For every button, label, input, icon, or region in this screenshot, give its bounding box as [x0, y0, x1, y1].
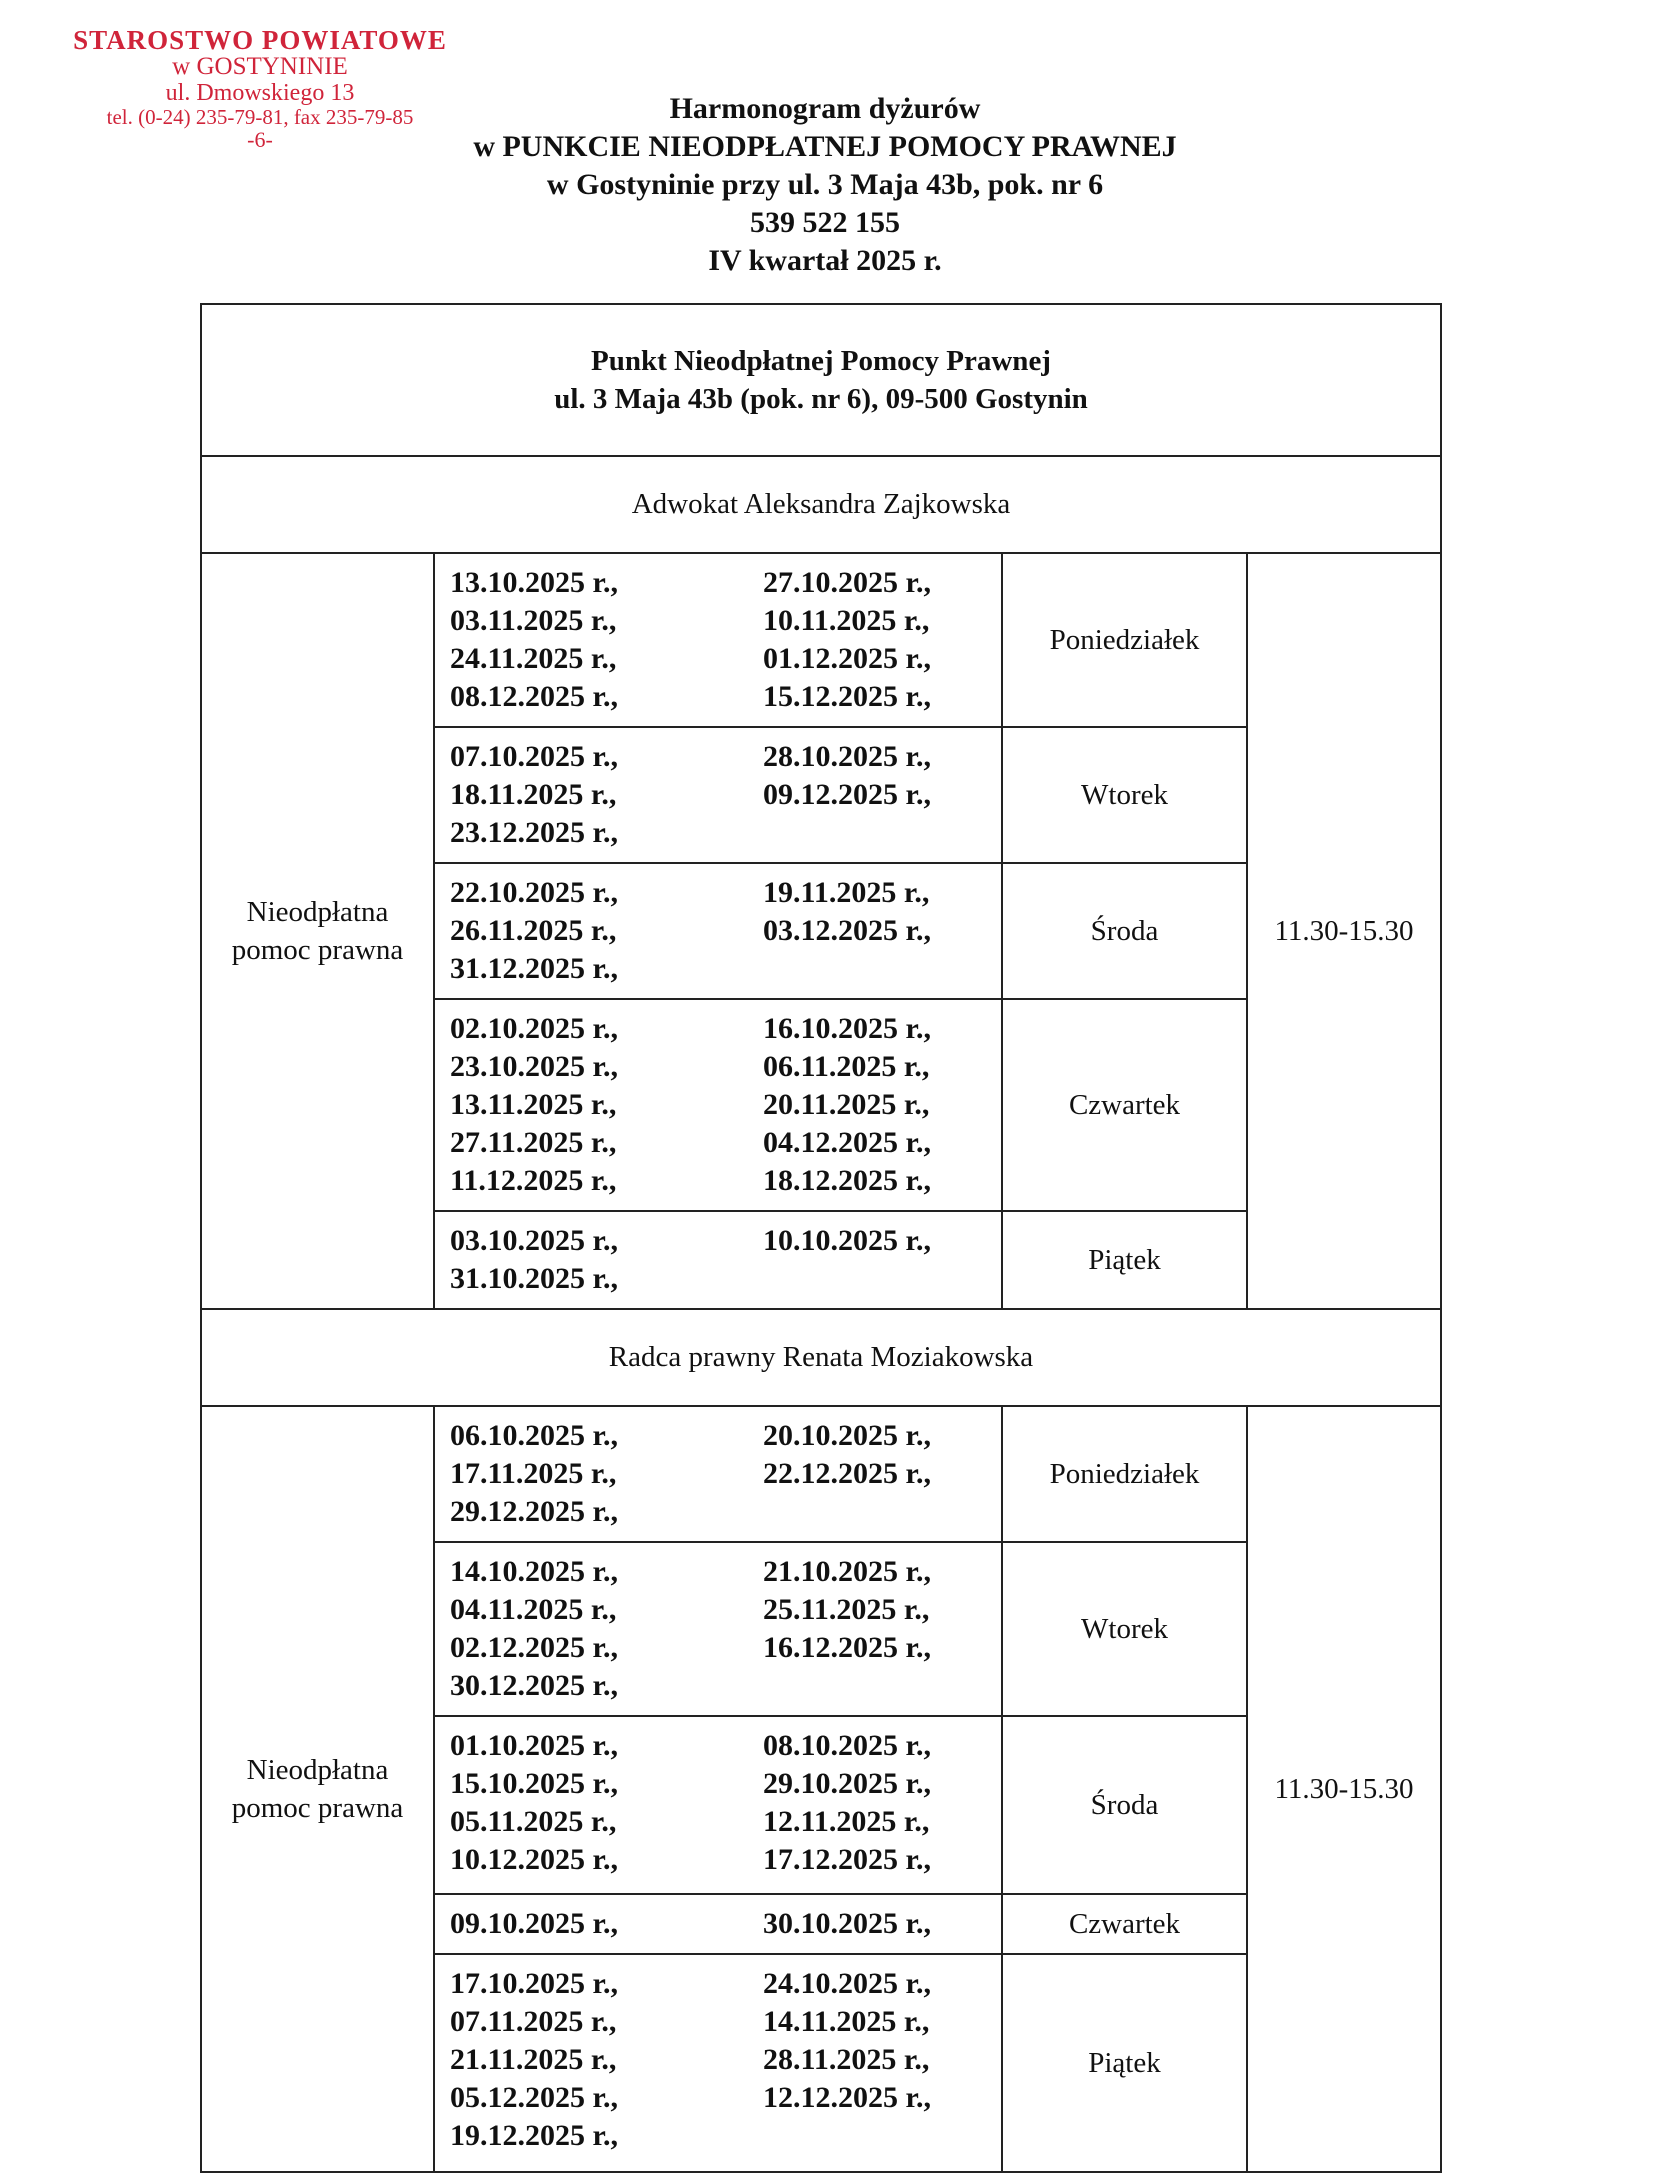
duty-date: 07.11.2025 r.,	[450, 2005, 617, 2038]
duty-date: 24.10.2025 r.,	[763, 1967, 932, 2000]
heading-quarter: IV kwartał 2025 r.	[708, 244, 942, 277]
point-name: Punkt Nieodpłatnej Pomocy Prawnej	[591, 345, 1051, 377]
duty-date: 23.12.2025 r.,	[450, 816, 619, 849]
duty-date: 29.10.2025 r.,	[763, 1767, 932, 1800]
duty-date: 28.10.2025 r.,	[763, 740, 932, 773]
duty-date: 22.12.2025 r.,	[763, 1457, 932, 1490]
duty-date: 18.11.2025 r.,	[450, 778, 617, 811]
dates-cell	[434, 1211, 1002, 1309]
point-address: ul. 3 Maja 43b (pok. nr 6), 09-500 Gostynin	[554, 383, 1088, 415]
heading-title: Harmonogram dyżurów	[669, 92, 981, 125]
stamp-line: ul. Dmowskiego 13	[165, 79, 355, 106]
dates-cell	[434, 727, 1002, 863]
duty-date: 10.11.2025 r.,	[763, 604, 930, 637]
duty-date: 27.10.2025 r.,	[763, 566, 932, 599]
duty-date: 31.12.2025 r.,	[450, 952, 619, 985]
duty-date: 30.10.2025 r.,	[763, 1907, 932, 1940]
duty-date: 20.11.2025 r.,	[763, 1088, 930, 1121]
duty-date: 01.10.2025 r.,	[450, 1729, 619, 1762]
duty-date: 16.10.2025 r.,	[763, 1012, 932, 1045]
lawyer-name: Adwokat Aleksandra Zajkowska	[201, 456, 1441, 553]
duty-date: 25.11.2025 r.,	[763, 1593, 930, 1626]
duty-date: 15.12.2025 r.,	[763, 680, 932, 713]
duty-date: 27.11.2025 r.,	[450, 1126, 617, 1159]
duty-date: 04.12.2025 r.,	[763, 1126, 932, 1159]
duty-date: 03.10.2025 r.,	[450, 1224, 619, 1257]
weekday: Wtorek	[1002, 727, 1247, 863]
duty-date: 06.10.2025 r.,	[450, 1419, 619, 1452]
weekday: Czwartek	[1002, 999, 1247, 1211]
weekday: Piątek	[1002, 1211, 1247, 1309]
duty-date: 12.11.2025 r.,	[763, 1805, 930, 1838]
duty-date: 19.12.2025 r.,	[450, 2119, 619, 2152]
duty-date: 23.10.2025 r.,	[450, 1050, 619, 1083]
duty-date: 05.11.2025 r.,	[450, 1805, 617, 1838]
stamp-line: -6-	[247, 126, 273, 152]
duty-date: 17.12.2025 r.,	[763, 1843, 932, 1876]
weekday: Poniedziałek	[1002, 1406, 1247, 1542]
duty-date: 16.12.2025 r.,	[763, 1631, 932, 1664]
dates-cell	[434, 1894, 1002, 1954]
weekday: Czwartek	[1002, 1894, 1247, 1954]
duty-date: 10.10.2025 r.,	[763, 1224, 932, 1257]
document-heading	[420, 90, 1230, 280]
lawyer-row	[201, 1309, 1441, 1406]
duty-date: 10.12.2025 r.,	[450, 1843, 619, 1876]
service-type-line: pomoc prawna	[231, 934, 404, 966]
service-type-line: Nieodpłatna	[246, 1754, 389, 1786]
duty-date: 17.11.2025 r.,	[450, 1457, 617, 1490]
duty-date: 29.12.2025 r.,	[450, 1495, 619, 1528]
dates-cell	[434, 999, 1002, 1211]
duty-date: 30.12.2025 r.,	[450, 1669, 619, 1702]
weekday: Środa	[1002, 863, 1247, 999]
service-type	[201, 553, 434, 1309]
duty-date: 15.10.2025 r.,	[450, 1767, 619, 1800]
duty-date: 22.10.2025 r.,	[450, 876, 619, 909]
stamp-line: tel. (0-24) 235-79-81, fax 235-79-85	[106, 104, 414, 129]
duty-date: 04.11.2025 r.,	[450, 1593, 617, 1626]
service-type-line: Nieodpłatna	[246, 896, 389, 928]
heading-subtitle: w PUNKCIE NIEODPŁATNEJ POMOCY PRAWNEJ	[473, 130, 1177, 163]
duty-date: 09.10.2025 r.,	[450, 1907, 619, 1940]
lawyer-row	[201, 456, 1441, 553]
duty-date: 13.11.2025 r.,	[450, 1088, 617, 1121]
weekday: Piątek	[1002, 1954, 1247, 2172]
duty-hours: 11.30-15.30	[1247, 1406, 1441, 2172]
duty-date: 13.10.2025 r.,	[450, 566, 619, 599]
schedule-row	[201, 553, 1441, 727]
duty-date: 06.11.2025 r.,	[763, 1050, 930, 1083]
dates-cell	[434, 1716, 1002, 1894]
duty-date: 14.10.2025 r.,	[450, 1555, 619, 1588]
duty-date: 09.12.2025 r.,	[763, 778, 932, 811]
duty-date: 12.12.2025 r.,	[763, 2081, 932, 2114]
duty-date: 05.12.2025 r.,	[450, 2081, 619, 2114]
heading-phone: 539 522 155	[750, 206, 900, 239]
duty-date: 21.11.2025 r.,	[450, 2043, 617, 2076]
dates-cell	[434, 553, 1002, 727]
lawyer-name: Radca prawny Renata Moziakowska	[201, 1309, 1441, 1406]
dates-cell	[434, 1954, 1002, 2172]
duty-hours: 11.30-15.30	[1247, 553, 1441, 1309]
duty-date: 18.12.2025 r.,	[763, 1164, 932, 1197]
table-header-cell	[201, 304, 1441, 456]
dates-cell	[434, 1542, 1002, 1716]
dates-cell	[434, 1406, 1002, 1542]
duty-date: 03.12.2025 r.,	[763, 914, 932, 947]
service-type-line: pomoc prawna	[231, 1792, 404, 1824]
duty-date: 19.11.2025 r.,	[763, 876, 930, 909]
duty-date: 24.11.2025 r.,	[450, 642, 617, 675]
duty-date: 20.10.2025 r.,	[763, 1419, 932, 1452]
weekday: Poniedziałek	[1002, 553, 1247, 727]
schedule-table	[200, 303, 1442, 2173]
duty-date: 11.12.2025 r.,	[450, 1164, 617, 1197]
duty-date: 08.10.2025 r.,	[763, 1729, 932, 1762]
duty-date: 02.12.2025 r.,	[450, 1631, 619, 1664]
weekday: Wtorek	[1002, 1542, 1247, 1716]
duty-date: 07.10.2025 r.,	[450, 740, 619, 773]
duty-date: 08.12.2025 r.,	[450, 680, 619, 713]
duty-date: 17.10.2025 r.,	[450, 1967, 619, 2000]
duty-date: 21.10.2025 r.,	[763, 1555, 932, 1588]
table-header-row	[201, 304, 1441, 456]
stamp-line: STAROSTWO POWIATOWE	[73, 25, 447, 55]
duty-date: 28.11.2025 r.,	[763, 2043, 930, 2076]
dates-cell	[434, 863, 1002, 999]
heading-address: w Gostyninie przy ul. 3 Maja 43b, pok. nr 6	[546, 168, 1104, 201]
duty-date: 31.10.2025 r.,	[450, 1262, 619, 1295]
office-stamp	[60, 26, 460, 151]
duty-date: 03.11.2025 r.,	[450, 604, 617, 637]
duty-date: 14.11.2025 r.,	[763, 2005, 930, 2038]
duty-date: 26.11.2025 r.,	[450, 914, 617, 947]
service-type	[201, 1406, 434, 2172]
stamp-line: w GOSTYNINIE	[172, 53, 348, 81]
duty-date: 02.10.2025 r.,	[450, 1012, 619, 1045]
weekday: Środa	[1002, 1716, 1247, 1894]
schedule-row	[201, 1406, 1441, 1542]
duty-date: 01.12.2025 r.,	[763, 642, 932, 675]
